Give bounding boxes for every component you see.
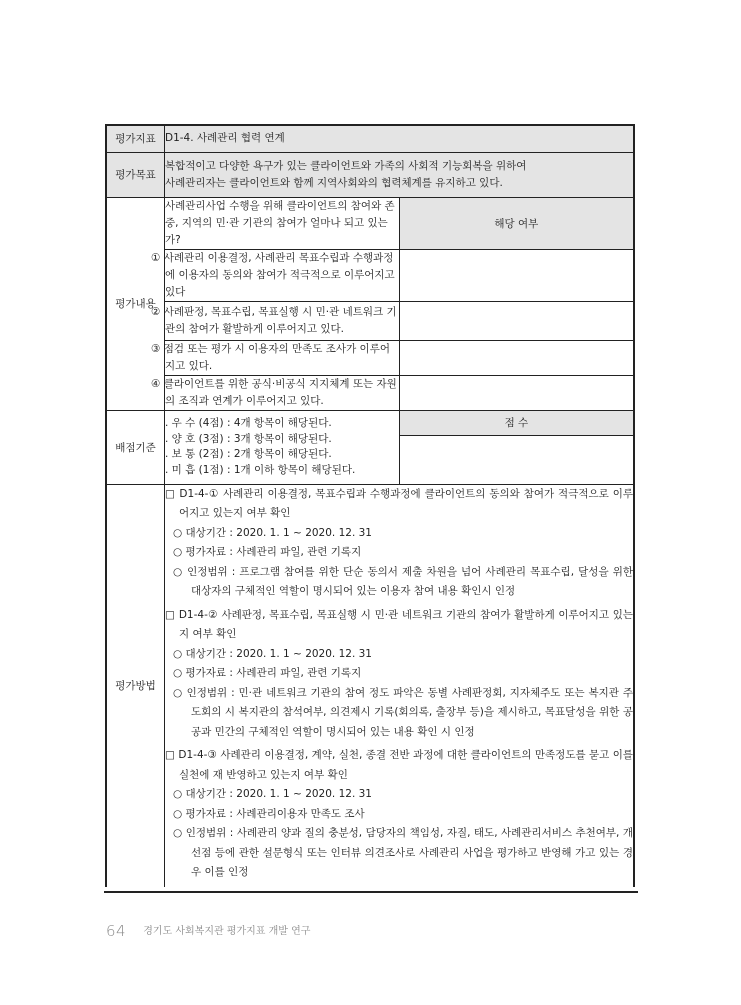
goal-text bbox=[165, 152, 635, 197]
page-footer bbox=[106, 921, 310, 940]
goal-label: 평가목표 bbox=[106, 152, 165, 197]
evaluation-table bbox=[105, 124, 635, 887]
content-item-2: ② 사례판정, 목표수립, 목표실행 시 민·관 네트워크 기관의 참여가 활발하게 이루어지고 있다. bbox=[165, 301, 400, 340]
content-item-3: ③ 점검 또는 평가 시 이용자의 만족도 조사가 이루어지고 있다. bbox=[165, 340, 400, 375]
method-label: 평가방법 bbox=[106, 484, 165, 887]
method-block-2 bbox=[165, 606, 633, 743]
method-block-3 bbox=[165, 746, 633, 883]
scoring-criteria bbox=[165, 410, 400, 484]
content-item-row bbox=[106, 375, 634, 410]
content-question: 사례관리사업 수행을 위해 클라이언트의 참여와 존중, 지역의 민·관 기관의 참여가 얼마나 되고 있는가? bbox=[165, 197, 400, 249]
content-question-row bbox=[106, 197, 634, 249]
method-bullet: ○ 대상기간 : 2020. 1. 1 ~ 2020. 12. 31 bbox=[173, 788, 372, 800]
method-bullet: ○ 대상기간 : 2020. 1. 1 ~ 2020. 12. 31 bbox=[173, 647, 372, 660]
content-label: 평가내용 bbox=[106, 197, 165, 410]
footer-title: 경기도 사회복지관 평가지표 개발 연구 bbox=[143, 926, 311, 937]
method-bullet: ○ 대상기간 : 2020. 1. 1 ~ 2020. 12. 31 bbox=[173, 526, 372, 539]
method-bullet: ○ 평가자료 : 사례관리 파일, 관련 기록지 bbox=[173, 546, 362, 558]
method-block-1 bbox=[165, 485, 633, 602]
scoring-line: . 양 호 (3점) : 3개 항목이 해당된다. bbox=[165, 432, 332, 445]
score-header: 점 수 bbox=[399, 410, 634, 435]
content-item-1: ① 사례관리 이용결정, 사례관리 목표수립과 수행과정에 이용자의 동의와 참여가 적극적으로 이루어지고 있다 bbox=[165, 249, 400, 301]
content-item-1-check[interactable] bbox=[399, 249, 634, 301]
scoring-row bbox=[106, 410, 634, 435]
content-item-row bbox=[106, 301, 634, 340]
scoring-line: . 보 통 (2점) : 2개 항목이 해당된다. bbox=[165, 448, 332, 460]
page-number: 64 bbox=[106, 922, 127, 940]
method-bullet: ○ 평가자료 : 사례관리 파일, 관련 기록지 bbox=[173, 667, 362, 679]
method-block-title: □ D1-4-① 사례관리 이용결정, 목표수립과 수행과정에 클라이언트의 동의와 참여가 적극적으로 이루어지고 있는지 여부 확인 bbox=[165, 487, 633, 519]
method-row bbox=[106, 484, 634, 887]
method-block-title: □ D1-4-③ 사례관리 이용결정, 계약, 실천, 종결 전반 과정에 대한 클라이언트의 만족정도를 묻고 이를 실천에 재 반영하고 있는지 여부 확인 bbox=[165, 749, 633, 781]
goal-row bbox=[106, 152, 634, 197]
method-bullet: ○ 인정범위 : 사례관리 양과 질의 충분성, 담당자의 책임성, 자질, 태도, 사례관리서비스 추천여부, 개선점 등에 관한 설문형식 또는 인터뷰 의견조사로 사례관리 사업을 평가하고 반영해 가고 있는 경우 이를 인정 bbox=[173, 827, 633, 878]
table-bottom-rule bbox=[104, 891, 638, 893]
method-content bbox=[165, 484, 635, 887]
content-item-4-check[interactable] bbox=[399, 375, 634, 410]
method-bullet: ○ 인정범위 : 민·관 네트워크 기관의 참여 정도 파악은 동별 사례판정회, 지자체주도 또는 복지관 주도회의 시 복지관의 참석여부, 의견제시 기록(회의록, 출장부 등)을 제시하고, 목표달성을 위한 공공과 민간의 구체적인 역할이 명시되어 있는 내용 확인 시 인정 bbox=[173, 686, 633, 738]
indicator-label: 평가지표 bbox=[106, 125, 165, 152]
scoring-label: 배점기준 bbox=[106, 410, 165, 484]
content-item-4: ④ 클라이언트를 위한 공식·비공식 지지체계 또는 자원의 조직과 연계가 이루어지고 있다. bbox=[165, 375, 400, 410]
indicator-value: D1-4. 사례관리 협력 연계 bbox=[165, 125, 635, 152]
content-item-2-check[interactable] bbox=[399, 301, 634, 340]
content-item-row bbox=[106, 249, 634, 301]
goal-line: 사례관리자는 클라이언트와 함께 지역사회와의 협력체계를 유지하고 있다. bbox=[165, 176, 503, 189]
goal-line: 복합적이고 다양한 욕구가 있는 클라이언트와 가족의 사회적 기능회복을 위하여 bbox=[165, 159, 527, 172]
content-item-3-check[interactable] bbox=[399, 340, 634, 375]
scoring-line: . 우 수 (4점) : 4개 항목이 해당된다. bbox=[165, 417, 332, 429]
applicable-header: 해당 여부 bbox=[399, 197, 634, 249]
scoring-line: . 미 흡 (1점) : 1개 이하 항목이 해당된다. bbox=[165, 463, 356, 476]
method-bullet: ○ 평가자료 : 사례관리이용자 만족도 조사 bbox=[173, 807, 365, 820]
method-block-title: □ D1-4-② 사례판정, 목표수립, 목표실행 시 민·관 네트워크 기관의 참여가 활발하게 이루어지고 있는지 여부 확인 bbox=[165, 608, 633, 640]
score-value[interactable] bbox=[399, 435, 634, 484]
content-item-row bbox=[106, 340, 634, 375]
indicator-row bbox=[106, 125, 634, 152]
method-bullet: ○ 인정범위 : 프로그램 참여를 위한 단순 동의서 제출 차원을 넘어 사례관리 목표수립, 달성을 위한 대상자의 구체적인 역할이 명시되어 있는 이용자 참여 내용 확인시 인정 bbox=[173, 565, 633, 597]
